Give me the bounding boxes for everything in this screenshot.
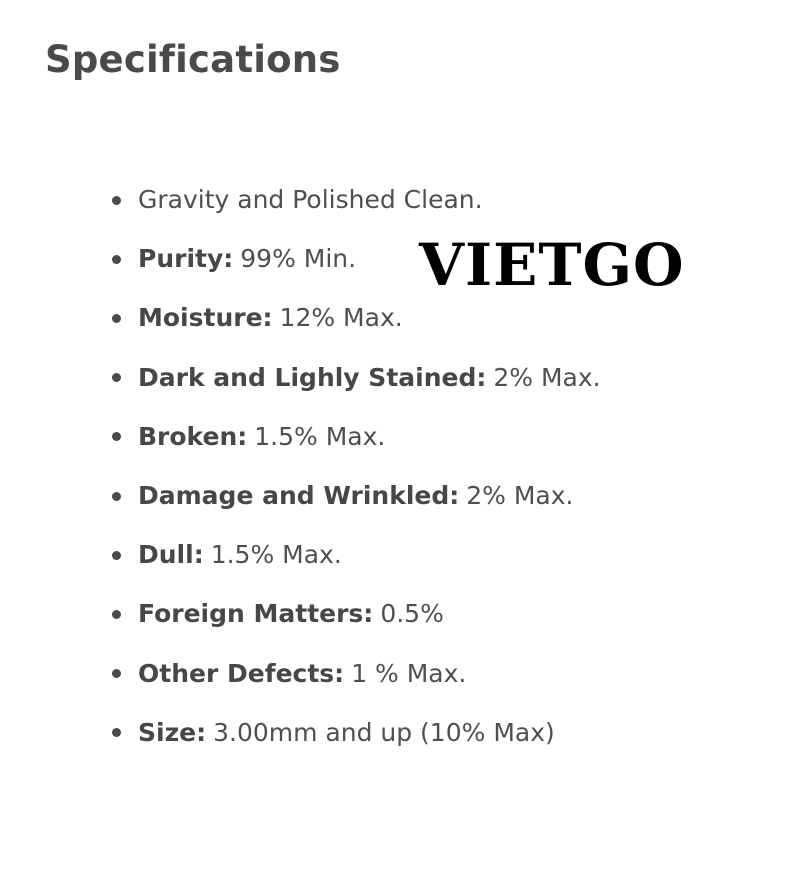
bullet-icon — [112, 255, 121, 264]
spec-value: 2% Max. — [466, 481, 574, 511]
vietgo-watermark-logo: VIETGO — [419, 231, 685, 299]
spec-item-dull — [110, 525, 601, 584]
bullet-icon — [112, 551, 121, 560]
page-title: Specifications — [45, 38, 341, 81]
bullet-icon — [112, 669, 121, 678]
spec-label: Purity: — [138, 244, 234, 274]
spec-value: 0.5% — [380, 599, 444, 629]
spec-item-dark-stained — [110, 348, 601, 407]
spec-value: 1.5% Max. — [210, 540, 342, 570]
spec-value: 2% Max. — [493, 362, 601, 392]
spec-label: Foreign Matters: — [138, 599, 374, 629]
bullet-icon — [112, 432, 121, 441]
spec-label: Other Defects: — [138, 658, 345, 688]
spec-label: Dark and Lighly Stained: — [138, 362, 487, 392]
spec-item-other-defects — [110, 644, 601, 703]
spec-label: Damage and Wrinkled: — [138, 481, 460, 511]
spec-value: 1.5% Max. — [254, 421, 386, 451]
bullet-icon — [112, 196, 121, 205]
bullet-icon — [112, 314, 121, 323]
spec-value: 3.00mm and up (10% Max) — [213, 717, 555, 747]
spec-item-foreign-matters — [110, 584, 601, 643]
spec-item-broken — [110, 407, 601, 466]
spec-value: 12% Max. — [279, 303, 403, 333]
bullet-icon — [112, 610, 121, 619]
spec-label: Size: — [138, 717, 207, 747]
bullet-icon — [112, 373, 121, 382]
bullet-icon — [112, 492, 121, 501]
spec-label: Dull: — [138, 540, 204, 570]
spec-label: Broken: — [138, 421, 248, 451]
spec-item-size — [110, 703, 601, 762]
spec-value: 99% Min. — [240, 244, 357, 274]
spec-item-cleaning — [110, 170, 601, 229]
spec-value: Gravity and Polished Clean. — [138, 185, 483, 215]
spec-label: Moisture: — [138, 303, 273, 333]
spec-item-damage-wrinkled — [110, 466, 601, 525]
bullet-icon — [112, 728, 121, 737]
spec-value: 1 % Max. — [351, 658, 467, 688]
